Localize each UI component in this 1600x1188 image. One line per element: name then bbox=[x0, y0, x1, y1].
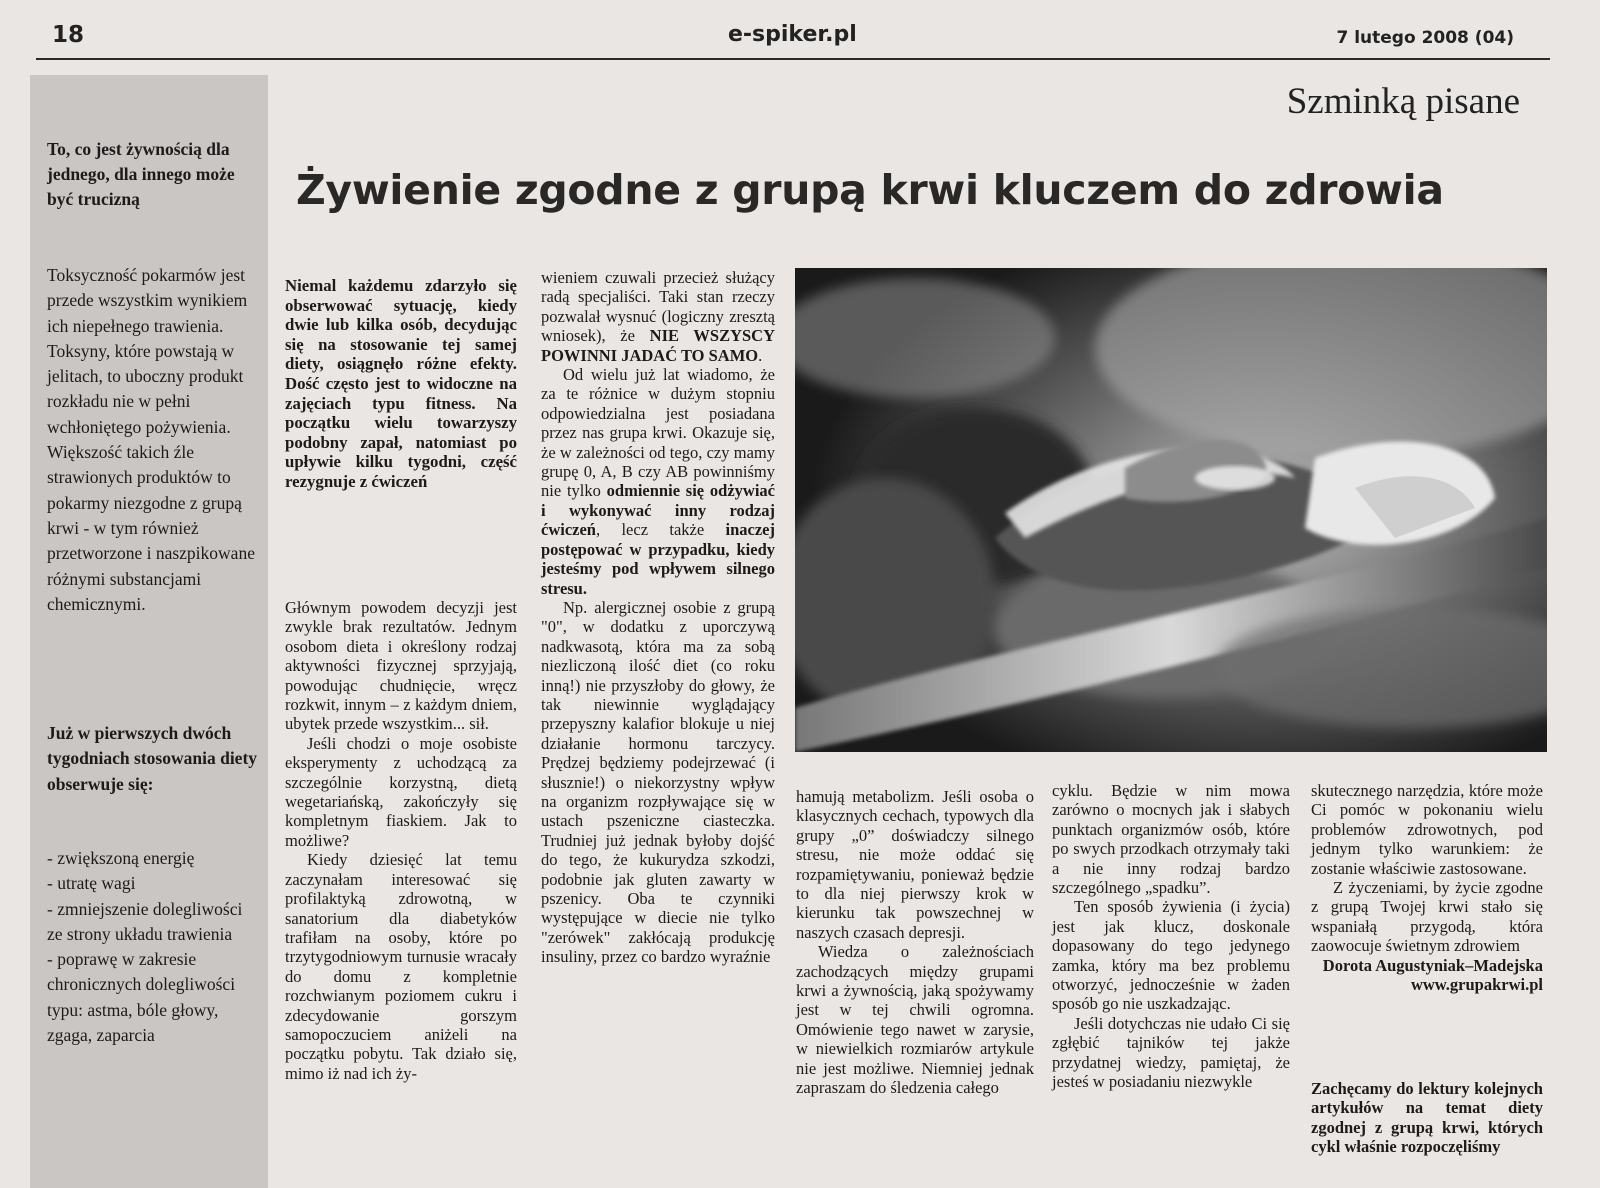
paragraph: Jeśli dotychczas nie udało Ci się zgłębić tajników tej jakże przydatnej wiedzy, pamiętaj, że jesteś w posiadaniu niezwykle bbox=[1052, 1013, 1290, 1092]
page-number: 18 bbox=[52, 22, 85, 48]
paragraph: Ten sposób żywienia (i życia) jest jak klucz, doskonale dopasowany do tego jedynego zamka, który ma bez problemu otworzyć, jednocześnie w żaden sposób go nie uszkadzając. bbox=[1052, 897, 1290, 1014]
closing-note: Zachęcamy do lektury kolejnych artykułów na temat diety zgodnej z grupą krwi, których cykl właśnie rozpoczęliśmy bbox=[1311, 1079, 1543, 1157]
list-item: - zmniejszenie dolegliwości ze strony układu trawienia bbox=[47, 898, 243, 944]
section-title: Szminką pisane bbox=[1286, 81, 1520, 122]
paragraph: Np. alergicznej osobie z grupą "0", w dodatku z uporczywą nadkwasotą, która ma za sobą niezliczoną ilość diet (co roku inną!) nie przyszłoby do głowy, że tak niewinnie wyglądający przepyszny kalafior blokuje u niej działanie hormonu tarczycy. Prędzej będziemy podejrzewać (i słusznie!) o niekorzystny wpływ na organizm rozpływające się w ustach pszeniczne ciasteczka. Trudniej już jednak byłoby dojść do tego, że kukurydza szkodzi, podobnie jak gluten zawarty w pszenicy. Oba te czynniki występujące w diecie nie tylko "zerówek" zakłócają produkcję insuliny, przez co bardzo wyraźnie bbox=[541, 597, 775, 967]
paragraph: Od wielu już lat wiadomo, że za te różnice w dużym stopniu odpowiedzialna jest posiadana przez nas grupa krwi. Okazuje się, że w zależności od tego, czy mamy grupę 0, A, B czy AB powinniśmy nie tylko odmiennie się odżywiać i wykonywać inny rodzaj ćwiczeń, lecz także inaczej postępować w przypadku, kiedy jesteśmy pod wpływem silnego stresu. bbox=[541, 365, 775, 598]
list-item: - poprawę w zakresie chronicznych dolegliwości typu: astma, bóle głowy, zgaga, zaparcia bbox=[47, 949, 236, 1046]
paragraph: Jeśli chodzi o moje osobiste eksperymenty z uchodzącą za szczególnie korzystną, dietą wegetariańską, zakończyły się kompletnym fiaskiem. Jak to możliwe? bbox=[285, 733, 517, 850]
paragraph: skutecznego narzędzia, które może Ci pomóc w pokonaniu wielu problemów zdrowotnych, pod jednym tylko warunkiem: że zostanie właściwie zastosowane. bbox=[1311, 781, 1543, 878]
emphasis: NIE WSZYSCY POWINNI JADAĆ TO SAMO bbox=[541, 326, 775, 365]
sidebar-list bbox=[47, 846, 260, 1048]
emphasis: inaczej postępować w przypadku, kiedy jesteśmy pod wpływem silnego stresu. bbox=[541, 520, 775, 598]
issue-date: 7 lutego 2008 (04) bbox=[1336, 28, 1514, 48]
paragraph: Kiedy dziesięć lat temu zaczynałam interesować się profilaktyką zdrowotną, w sanatorium dla diabetyków trafiłam na osoby, które po trzytygodniowym turnusie wracały do domu z kompletnie rozchwianym poziomem cukru i zdecydowanie gorszym samopoczuciem aniżeli na początku pobytu. Tak działo się, mimo iż nad ich ży- bbox=[285, 850, 517, 1083]
header-rule bbox=[36, 58, 1550, 60]
sidebar-subheading: Już w pierwszych dwóch tygodniach stosowania diety obserwuje się: bbox=[47, 723, 258, 794]
paragraph: Z życzeniami, by życie zgodne z grupą Twojej krwi stało się wspaniałą przygodą, która zaowocuje świetnym zdrowiem bbox=[1311, 878, 1543, 956]
author-website: www.grupakrwi.pl bbox=[1410, 975, 1543, 995]
site-name: e-spiker.pl bbox=[728, 22, 857, 47]
article-headline: Żywienie zgodne z grupą krwi kluczem do zdrowia bbox=[296, 166, 1444, 214]
author-name: Dorota Augustyniak–Madejska bbox=[1322, 955, 1543, 975]
paragraph: cyklu. Będzie w nim mowa zarówno o mocnych jak i słabych punktach organizmów osób, które po swych przodkach otrzymały taki a nie inny rodzaj bardzo szczególnego „spadku”. bbox=[1052, 781, 1290, 898]
sidebar-heading: To, co jest żywnością dla jednego, dla innego może być trucizną bbox=[47, 139, 235, 209]
article-column-3 bbox=[796, 787, 1034, 1098]
sidebar-text: Toksyczność pokarmów jest przede wszystkim wynikiem ich niepełnego trawienia. Toksyny, które powstają w jelitach, to uboczny produkt rozkładu nie w pełni wchłoniętego pożywienia. Większość takich źle strawionych produktów to pokarmy niezgodne z grupą krwi - w tym również przetworzone i naszpikowane różnymi substancjami chemicznymi. bbox=[47, 265, 255, 614]
article-lead: Niemal każdemu zdarzyło się obserwować sytuację, kiedy dwie lub kilka osób, decydując się na stosowanie tej samej diety, osiągnęło różne efekty. Dość często jest to widoczne na zajęciach typu fitness. Na początku wielu towarzyszy podobny zapał, natomiast po upływie kilku tygodni, część rezygnuje z ćwiczeń bbox=[285, 276, 517, 491]
paragraph: Głównym powodem decyzji jest zwykle brak rezultatów. Jednym osobom dieta i określony rodzaj aktywności fizycznej sprzyjają, powodując chudnięcie, wręcz rozkwit, innym – z każdym dniem, ubytek przede wszystkim... sił. bbox=[285, 598, 517, 734]
emphasis: odmiennie się odżywiać i wykonywać inny rodzaj ćwiczeń bbox=[541, 481, 775, 540]
article-column-1 bbox=[285, 598, 517, 1083]
list-item: - zwiększoną energię bbox=[47, 848, 195, 868]
article-column-5 bbox=[1311, 781, 1543, 994]
list-item: - utratę wagi bbox=[47, 873, 136, 894]
paragraph: Wiedza o zależnościach zachodzących między grupami krwi a żywnością, jaką spożywamy jest w tej chwili ogromna. Omówienie tego nawet w zarysie, w niewielkich rozmiarów artykule nie jest możliwe. Niemniej jednak zapraszam do śledzenia całego bbox=[796, 942, 1034, 1098]
article-column-4 bbox=[1052, 781, 1290, 1092]
sidebar-box bbox=[30, 75, 268, 1188]
food-photo bbox=[795, 268, 1547, 752]
article-column-2 bbox=[541, 268, 775, 967]
paragraph: hamują metabolizm. Jeśli osoba o klasycznych cechach, typowych dla grupy „0” doświadczy silnego stresu, nie może oddać się rozpamiętywaniu, ponieważ będzie to dla niej pierwszy krok w kierunku tak powszechnej w naszych czasach depresji. bbox=[796, 787, 1034, 942]
paragraph: wieniem czuwali przecież służący radą specjaliści. Taki stan rzeczy pozwalał wysnuć (logiczny zresztą wniosek), że NIE WSZYSCY POWINNI JADAĆ TO SAMO. bbox=[541, 268, 775, 365]
